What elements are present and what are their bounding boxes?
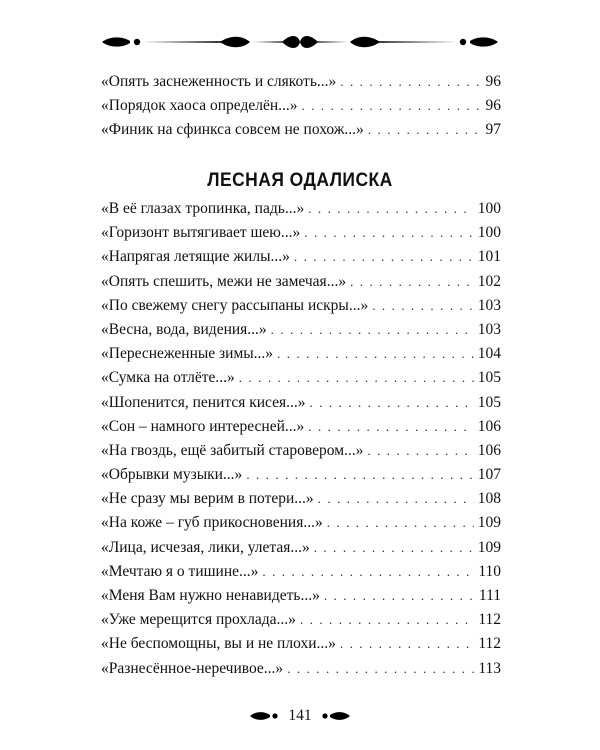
toc-entry-page: 105	[477, 393, 501, 411]
toc-entry-title: «На коже – губ прикосновения...»	[101, 514, 323, 532]
toc-entry-page: 112	[478, 611, 501, 629]
toc-entry-page: 102	[477, 272, 501, 290]
toc-entry-page: 101	[477, 248, 501, 266]
toc-entry-title: «Обрывки музыки...»	[101, 466, 243, 484]
toc-entry-page: 109	[477, 514, 501, 532]
toc-entry-title: «Мечтаю я о тишине...»	[101, 562, 259, 580]
toc-entry-title: «Меня Вам нужно ненавидеть...»	[101, 587, 320, 604]
toc-dot-leader	[294, 245, 474, 269]
toc-entry-page: 112	[478, 635, 501, 653]
toc-dot-leader	[300, 608, 474, 632]
toc-dot-leader	[308, 415, 474, 439]
toc-dot-leader	[239, 366, 474, 390]
toc-dot-leader	[340, 632, 474, 656]
toc-entry-page: 111	[478, 587, 501, 604]
toc-entry	[101, 94, 501, 118]
decorative-ornament-top	[100, 30, 500, 54]
toc-entry	[101, 294, 501, 318]
page-number: 141	[288, 707, 312, 724]
toc-entry-title: «Уже мерещится прохлада...»	[101, 611, 296, 629]
toc-entry-page: 110	[478, 562, 501, 580]
toc-dot-leader	[367, 439, 473, 463]
toc-entry	[101, 118, 501, 142]
toc-dot-leader	[318, 487, 474, 511]
toc-entry	[101, 197, 501, 221]
toc-entry	[101, 439, 501, 463]
toc-dot-leader	[368, 118, 482, 142]
toc-entry-title: «Не сразу мы верим в потери...»	[101, 490, 314, 508]
toc-entry	[101, 511, 501, 535]
toc-entry	[101, 463, 501, 487]
toc-entry	[101, 221, 501, 245]
toc-entry	[101, 391, 501, 415]
toc-entry	[101, 366, 501, 390]
toc-dot-leader	[246, 463, 473, 487]
toc-dot-leader	[372, 294, 474, 318]
toc-entry-page: 100	[477, 224, 501, 242]
toc-entry	[101, 245, 501, 269]
toc-entry-title: «Опять заснеженность и слякоть...»	[101, 73, 337, 90]
toc-entry	[101, 270, 501, 294]
toc-list-section	[101, 197, 501, 681]
toc-dot-leader	[271, 318, 474, 342]
toc-entry-title: «Сумка на отлёте...»	[101, 369, 235, 387]
toc-entry-title: «Сон – намного интересней...»	[101, 417, 305, 435]
toc-dot-leader	[340, 70, 481, 94]
toc-entry-title: «Горизонт вытягивает шею...»	[101, 224, 301, 242]
toc-entry-page: 109	[477, 538, 501, 556]
toc-entry-page: 100	[477, 200, 501, 217]
toc-dot-leader	[314, 536, 474, 560]
toc-entry	[101, 608, 501, 632]
toc-entry-title: «Не беспомощны, вы и не плохи...»	[101, 635, 336, 653]
toc-entry-page: 96	[485, 97, 501, 115]
toc-entry-page: 103	[477, 320, 501, 338]
toc-list-preceding	[101, 70, 501, 143]
toc-entry	[101, 487, 501, 511]
toc-entry	[101, 318, 501, 342]
toc-entry	[101, 632, 501, 656]
toc-entry-page: 113	[478, 659, 501, 677]
toc-entry-page: 104	[477, 345, 501, 363]
toc-entry	[101, 342, 501, 366]
toc-entry-title: «Порядок хаоса определён...»	[101, 97, 298, 115]
toc-dot-leader	[350, 270, 474, 294]
toc-entry	[101, 584, 501, 608]
toc-dot-leader	[302, 94, 482, 118]
toc-entry-page: 106	[477, 417, 501, 435]
toc-entry-title: «Весна, вода, видения...»	[101, 320, 267, 338]
toc-entry-title: «Разнесённое-неречивое...»	[101, 659, 284, 677]
toc-entry-title: «Переснеженные зимы...»	[101, 345, 274, 363]
toc-entry-page: 96	[485, 73, 501, 90]
toc-dot-leader	[327, 511, 474, 535]
toc-entry-title: «На гвоздь, ещё забитый старовером...»	[101, 441, 364, 459]
toc-entry-page: 105	[477, 369, 501, 387]
toc-entry	[101, 657, 501, 681]
toc-dot-leader	[262, 560, 474, 584]
page-footer	[0, 706, 600, 726]
toc-dot-leader	[308, 197, 474, 221]
toc-entry-title: «Шопенится, пенится кисея...»	[101, 393, 306, 411]
toc-dot-leader	[277, 342, 474, 366]
toc-dot-leader	[324, 584, 475, 608]
toc-entry-page: 97	[485, 121, 501, 139]
toc-entry-page: 106	[477, 441, 501, 459]
toc-entry-title: «Опять спешить, межи не замечая...»	[101, 272, 347, 290]
toc-entry-page: 108	[477, 490, 501, 508]
toc-dot-leader	[304, 221, 474, 245]
toc-entry	[101, 560, 501, 584]
toc-entry-page: 103	[477, 296, 501, 314]
toc-entry-title: «Лица, исчезая, лики, улетая...»	[101, 538, 310, 556]
toc-entry-title: «В её глазах тропинка, падь...»	[101, 200, 305, 217]
toc-entry-title: «Напрягая летящие жилы...»	[101, 248, 290, 266]
toc-entry	[101, 70, 501, 94]
toc-entry	[101, 536, 501, 560]
toc-entry-title: «Финик на сфинкса совсем не похож...»	[101, 121, 364, 139]
toc-entry	[101, 415, 501, 439]
toc-entry-title: «По свежему снегу рассыпаны искры...»	[101, 296, 369, 314]
toc-dot-leader	[310, 391, 474, 415]
toc-entry-page: 107	[477, 466, 501, 484]
toc-dot-leader	[287, 657, 474, 681]
section-heading: ЛЕСНАЯ ОДАЛИСКА	[207, 170, 393, 191]
